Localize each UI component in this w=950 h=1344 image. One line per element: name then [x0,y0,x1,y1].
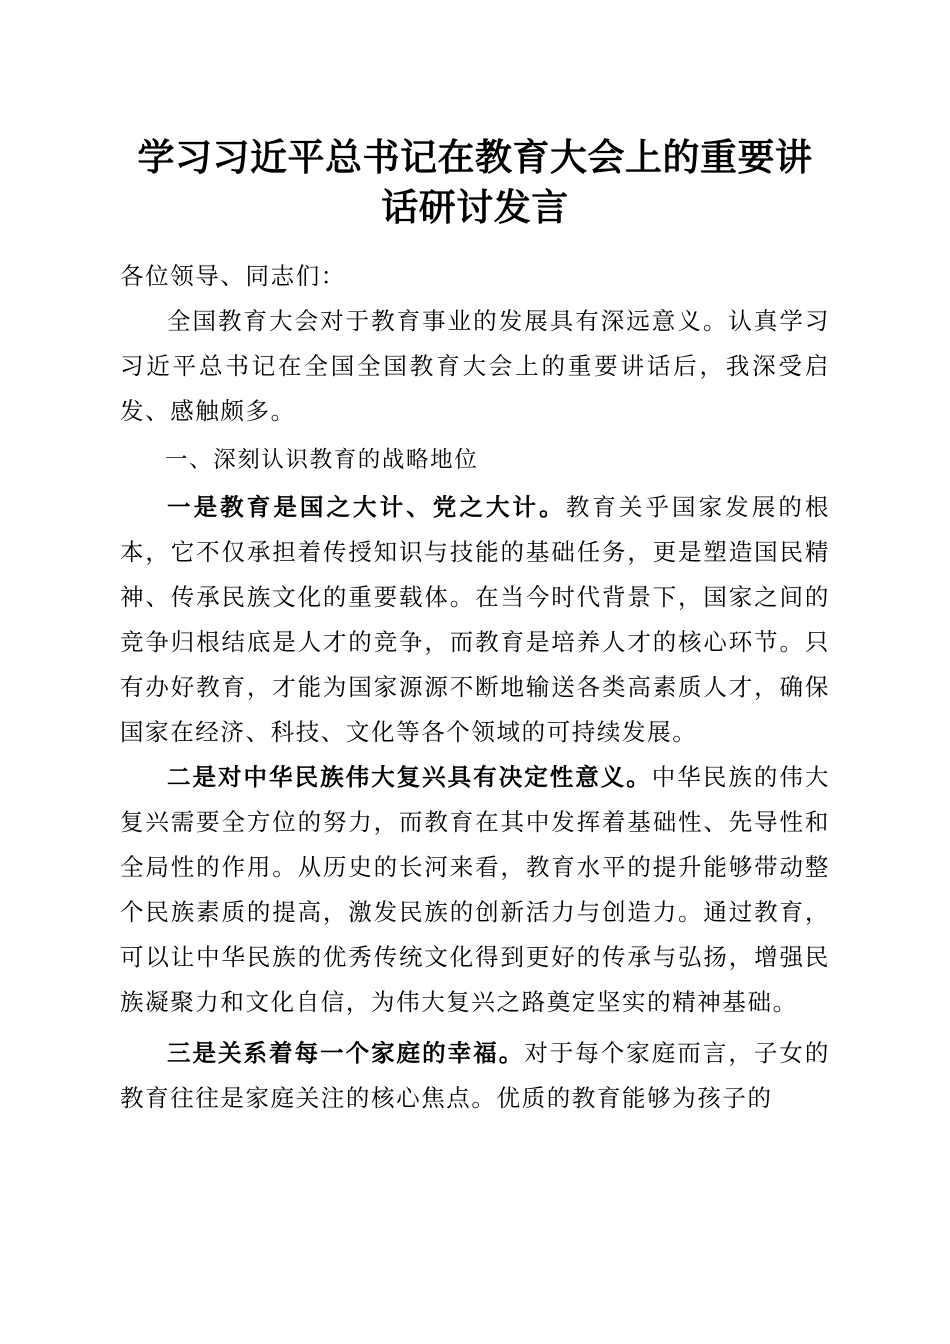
intro-paragraph: 全国教育大会对于教育事业的发展具有深远意义。认真学习习近平总书记在全国全国教育大会上的重要讲话后，我深受启发、感触颇多。 [120,307,830,425]
point-1-lead: 一是教育是国之大计、党之大计。 [167,493,566,521]
point-3-lead: 三是关系着每一个家庭的幸福。 [167,1039,525,1067]
point-3-paragraph [120,1031,830,1121]
section-heading-1: 一、深刻认识教育的战略地位 [165,447,479,473]
document-title: 学习习近平总书记在教育大会上的重要讲话研讨发言 [137,135,813,229]
point-3-body: 对于每个家庭而言，子女的教育往往是家庭关注的核心焦点。优质的教育能够为孩子的 [120,1039,830,1112]
point-1-paragraph [120,485,830,755]
salutation: 各位领导、同志们： [120,262,346,290]
point-2-lead: 二是对中华民族伟大复兴具有决定性意义。 [167,763,652,791]
point-2-paragraph [120,755,830,1025]
point-1-body: 教育关乎国家发展的根本，它不仅承担着传授知识与技能的基础任务，更是塑造国民精神、传承民族文化的重要载体。在当今时代背景下，国家之间的竞争归根结底是人才的竞争，而教育是培养人才的核心环节。只有办好教育，才能为国家源源不断地输送各类高素质人才，确保国家在经济、科技、文化等各个领域的可持续发展。 [120,493,830,746]
point-2-body: 中华民族的伟大复兴需要全方位的努力，而教育在其中发挥着基础性、先导性和全局性的作用。从历史的长河来看，教育水平的提升能够带动整个民族素质的提高，激发民族的创新活力与创造力。通过教育，可以让中华民族的优秀传统文化得到更好的传承与弘扬，增强民族凝聚力和文化自信，为伟大复兴之路奠定坚实的精神基础。 [120,763,830,1016]
document-body [120,254,830,1121]
